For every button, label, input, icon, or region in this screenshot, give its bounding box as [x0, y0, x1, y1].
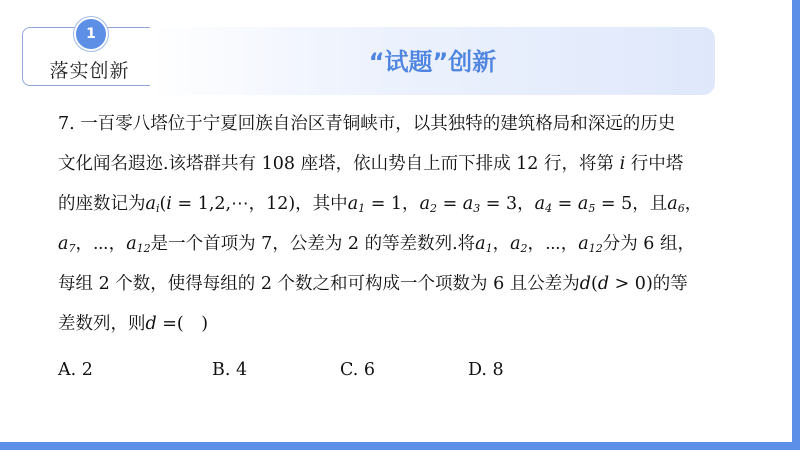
- section-label: 落实创新: [49, 60, 130, 82]
- question-line-4: $a_7$，⋯，$a_{12}$是一个首项为 7，公差为 2 的等差数列.将$a_1$，$a_2$，⋯，$a_{12}$分为 6 组，: [58, 234, 695, 255]
- question-number: 7.: [58, 114, 75, 134]
- question-line-5: 每组 2 个数，使得每组的 2 个数之和可构成一个项数为 6 且公差为d(d > 0)的等: [58, 274, 688, 294]
- question-line-6: 差数列，则d =( ): [58, 314, 209, 334]
- option-b[interactable]: B. 4: [212, 360, 248, 380]
- question-line-1: 7. 一百零八塔位于宁夏回族自治区青铜峡市，以其独特的建筑格局和深远的历史: [58, 114, 676, 134]
- question-line-2: 文化闻名遐迩.该塔群共有 108 座塔，依山势自上而下排成 12 行，将第 i 行中塔: [58, 154, 684, 174]
- title-banner: [150, 27, 715, 95]
- option-a[interactable]: A. 2: [58, 360, 93, 380]
- question-text: [58, 104, 726, 344]
- section-number-badge: 1: [74, 17, 108, 51]
- question-line-3: 的座数记为$a_i(i$ = 1,2,⋯，12)，其中$a_1 = 1$，$a_2 = a_3 = 3$，$a_4 = a_5 = 5$，且$a_6$，: [58, 194, 703, 215]
- option-c[interactable]: C. 6: [340, 360, 376, 380]
- option-d[interactable]: D. 8: [468, 360, 504, 380]
- page-title: “试题”创新: [368, 48, 497, 76]
